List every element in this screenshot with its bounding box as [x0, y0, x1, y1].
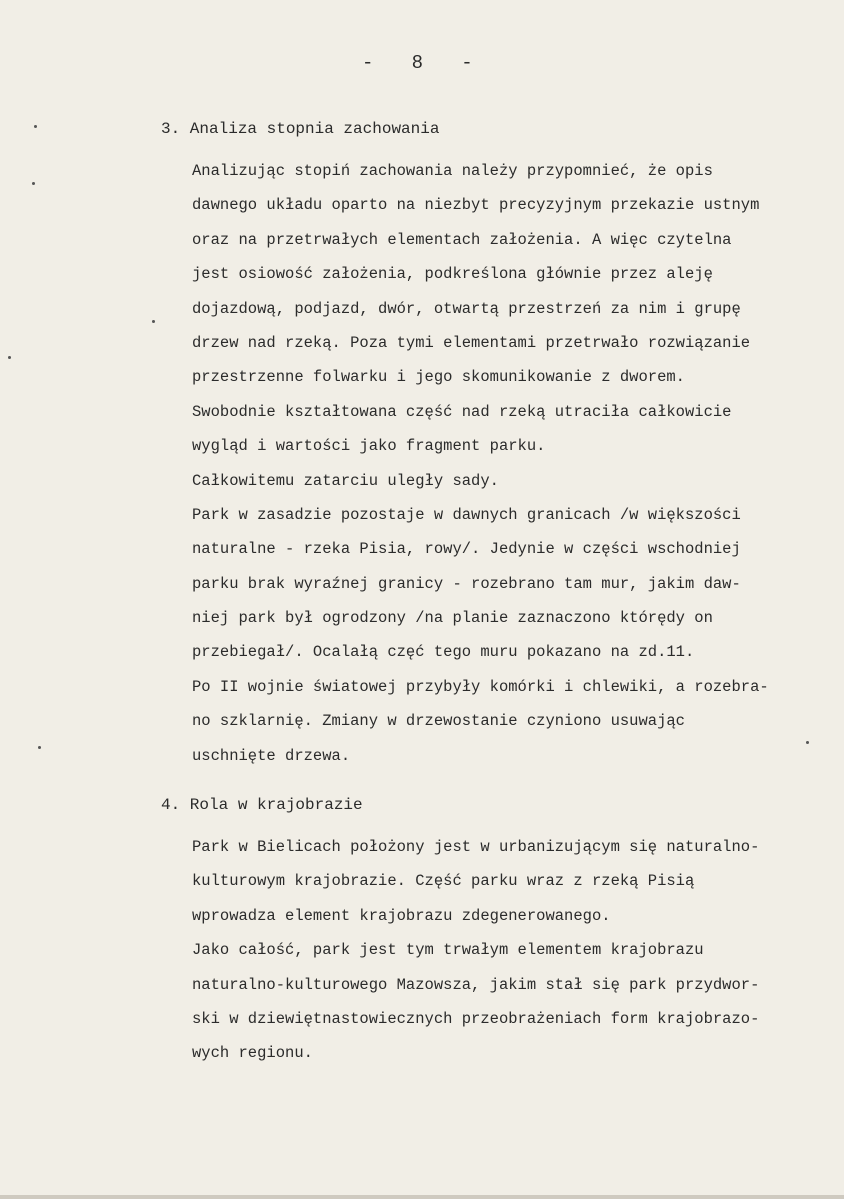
scan-speck: [32, 182, 35, 185]
text-line: przebiegał/. Ocalałą częć tego muru pokazano na zd.11.: [192, 643, 695, 662]
text-line: jest osiowość założenia, podkreślona głównie przez aleję: [192, 265, 713, 284]
scan-speck: [806, 741, 809, 744]
text-line: drzew nad rzeką. Poza tymi elementami przetrwało rozwiązanie: [192, 333, 751, 352]
scan-speck: [34, 125, 37, 128]
section-body: [192, 154, 832, 773]
text-line: Park w Bielicach położony jest w urbanizującym się naturalno-: [192, 838, 760, 856]
text-line: no szklarnię. Zmiany w drzewostanie czyniono usuwając: [192, 712, 685, 731]
text-line: wprowadza element krajobrazu zdegenerowanego.: [192, 906, 611, 925]
text-line: dawnego układu oparto na niezbyt precyzyjnym przekazie ustnym: [192, 196, 760, 215]
text-line: niej park był ogrodzony /na planie zaznaczono którędy on: [192, 609, 713, 628]
text-line: ski w dziewiętnastowiecznych przeobrażeniach form krajobrazo-: [192, 1009, 760, 1028]
section-heading: 3. Analiza stopnia zachowania: [161, 120, 440, 138]
text-line: kulturowym krajobrazie. Część parku wraz z rzeką Pisią: [192, 872, 695, 891]
text-line: parku brak wyraźnej granicy - rozebrano tam mur, jakim daw-: [192, 574, 741, 593]
page-bottom-edge: [0, 1195, 844, 1199]
text-line: dojazdową, podjazd, dwór, otwartą przestrzeń za nim i grupę: [192, 299, 741, 318]
section-heading: 4. Rola w krajobrazie: [161, 796, 363, 814]
text-line: Jako całość, park jest tym trwałym elementem krajobrazu: [192, 941, 704, 960]
text-line: Park w zasadzie pozostaje w dawnych granicach /w większości: [192, 505, 741, 524]
text-line: naturalno-kulturowego Mazowsza, jakim stał się park przydwor-: [192, 975, 760, 994]
text-line: naturalne - rzeka Pisia, rowy/. Jedynie w części wschodniej: [192, 540, 741, 559]
scan-speck: [152, 320, 155, 323]
text-line: Całkowitemu zatarciu uległy sady.: [192, 471, 499, 490]
text-line: Po II wojnie światowej przybyły komórki i chlewiki, a rozebra-: [192, 677, 769, 696]
text-line: Swobodnie kształtowana część nad rzeką utraciła całkowicie: [192, 402, 732, 421]
scan-speck: [38, 746, 41, 749]
text-line: przestrzenne folwarku i jego skomunikowanie z dworem.: [192, 368, 685, 387]
scan-speck: [8, 356, 11, 359]
text-line: wych regionu.: [192, 1044, 313, 1063]
page-number: - 8 -: [362, 52, 474, 74]
text-line: wygląd i wartości jako fragment parku.: [192, 437, 546, 456]
text-line: uschnięte drzewa.: [192, 746, 351, 765]
text-line: oraz na przetrwałych elementach założenia. A więc czytelna: [192, 230, 732, 249]
text-line: Analizując stopiń zachowania należy przypomnieć, że opis: [192, 162, 713, 180]
section-body: [192, 830, 832, 1071]
